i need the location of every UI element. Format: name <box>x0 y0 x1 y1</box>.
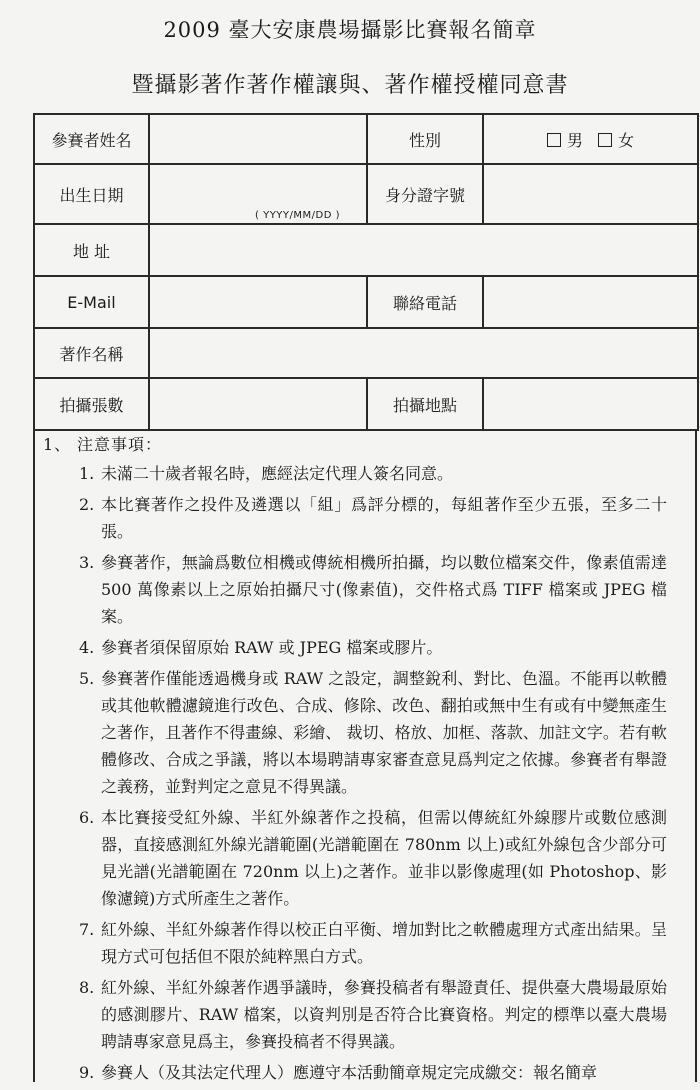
note-item: 8. 紅外線、半紅外線著作遇爭議時，參賽投稿者有舉證責任、提供臺大農場最原始的感測膠片、RAW 檔案，以資判別是否符合比賽資格。判定的標準以臺大農場聘請專家意見爲主，參賽投稿者不得異議。 <box>79 978 667 1051</box>
location-field[interactable] <box>483 378 698 430</box>
note-item: 9. 參賽人（及其法定代理人）應遵守本活動簡章規定完成繳交：報名簡章 <box>79 1063 598 1082</box>
name-field[interactable] <box>149 114 367 164</box>
address-field[interactable] <box>149 224 698 276</box>
document-title: 2009 臺大安康農場攝影比賽報名簡章 <box>163 18 537 42</box>
photo-count-label: 拍攝張數 <box>34 378 149 430</box>
female-option-label: 女 <box>618 130 635 150</box>
note-item: 6. 本比賽接受紅外線、半紅外線著作之投稿，但需以傳統紅外線膠片或數位感測器，直接感測紅外線光譜範圍(光譜範圍在 780nm 以上)或紅外線包含少部分可見光譜(光譜範圍在 720nm 以上)之著作。並非以影像處理(如 Photoshop、影像濾鏡)方式所產生之著作。 <box>79 808 667 908</box>
notes-number: 1、 <box>43 435 72 454</box>
notes-heading <box>43 432 162 455</box>
id-number-label: 身分證字號 <box>367 164 483 224</box>
birth-date-format-hint: ( YYYY/MM/DD ) <box>255 210 340 221</box>
birth-date-field[interactable] <box>149 164 367 224</box>
note-item: 7. 紅外線、半紅外線著作得以校正白平衡、增加對比之軟體處理方式產出結果。呈現方式可包括但不限於純粹黑白方式。 <box>79 920 667 966</box>
note-item: 4. 參賽者須保留原始 RAW 或 JPEG 檔案或膠片。 <box>79 638 443 657</box>
id-number-field[interactable] <box>483 164 698 224</box>
location-label: 拍攝地點 <box>367 378 483 430</box>
email-field[interactable] <box>149 276 367 328</box>
note-item: 2. 本比賽著作之投件及遴選以「組」爲評分標的，每組著作至少五張，至多二十張。 <box>79 495 667 541</box>
female-checkbox[interactable] <box>598 133 612 147</box>
photo-count-field[interactable] <box>149 378 367 430</box>
note-item: 3. 參賽著作，無論爲數位相機或傳統相機所拍攝，均以數位檔案交件，像素值需達 500 萬像素以上之原始拍攝尺寸(像素值)，交件格式爲 TIFF 檔案或 JPEG 檔案。 <box>79 553 667 626</box>
note-item: 5. 參賽著作僅能透過機身或 RAW 之設定，調整銳利、對比、色溫。不能再以軟體或其他軟體濾鏡進行改色、合成、修除、改色、翻拍或無中生有或有中變無產生之著作，且著作不得畫線、彩繪、 裁切、格放、加框、落款、加註文字。若有軟體修改、合成之爭議，將以本場聘請專家審查意見爲判定之依據。參賽者有舉證之義務，並對判定之意見不得異議。 <box>79 669 667 796</box>
email-label: E-Mail <box>34 276 149 328</box>
male-option-label: 男 <box>566 130 583 150</box>
notes-list <box>79 460 667 1090</box>
work-title-field[interactable] <box>149 328 698 378</box>
phone-field[interactable] <box>483 276 698 328</box>
work-title-label: 著作名稱 <box>34 328 149 378</box>
male-checkbox[interactable] <box>547 133 561 147</box>
gender-options <box>483 114 698 164</box>
birth-date-label: 出生日期 <box>34 164 149 224</box>
gender-label: 性別 <box>367 114 483 164</box>
registration-form <box>33 113 699 431</box>
note-item: 1. 未滿二十歲者報名時，應經法定代理人簽名同意。 <box>79 464 454 483</box>
notes-section <box>33 430 697 1082</box>
address-label: 地 址 <box>34 224 149 276</box>
phone-label: 聯絡電話 <box>367 276 483 328</box>
name-label: 參賽者姓名 <box>34 114 149 164</box>
document-subtitle: 暨攝影著作著作權讓與、著作權授權同意書 <box>131 73 569 98</box>
notes-heading-text: 注意事項： <box>77 435 163 454</box>
